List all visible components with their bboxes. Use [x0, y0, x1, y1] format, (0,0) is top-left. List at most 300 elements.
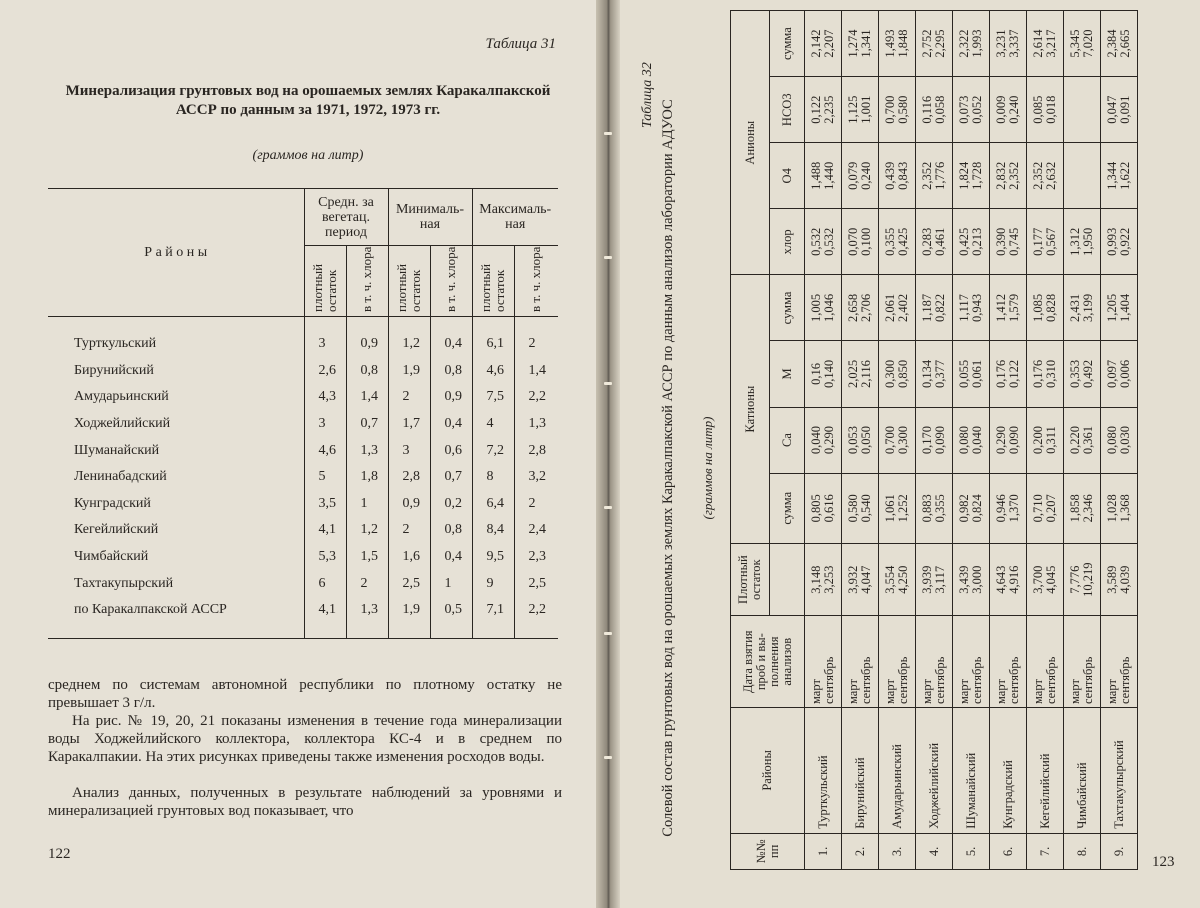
value-1: 1,205 [1105, 293, 1119, 322]
value-cell-hco3 [1064, 77, 1101, 143]
value-2: 4,250 [896, 565, 910, 594]
value-2: 0,006 [1118, 359, 1132, 389]
table-row [48, 358, 558, 385]
value-cell-asum [953, 11, 990, 77]
value-2: 0,040 [970, 425, 984, 455]
value-1: 1,488 [809, 161, 823, 190]
table-row [1101, 11, 1138, 870]
region-name: Бирунийский [842, 708, 879, 834]
value-cell: 1,3 [514, 411, 558, 438]
region-name: по Каракалпакской АССР [48, 597, 304, 638]
value-cell-ca [879, 407, 916, 473]
value-1: 0,177 [1031, 227, 1045, 256]
value-1: 2,658 [846, 293, 860, 322]
region-name: Ходжейлийский [916, 708, 953, 834]
sub-header-residue: плотный остаток [394, 263, 423, 312]
value-cell: 1 [430, 570, 472, 597]
value-cell: 1,4 [346, 384, 388, 411]
row-number: 8. [1064, 833, 1101, 869]
sub-header-residue: плотный остаток [310, 263, 339, 312]
region-name: Чимбайский [74, 549, 149, 565]
value-cell: 1,3 [346, 597, 388, 638]
value-cell-ca [842, 407, 879, 473]
value-1: 2,352 [920, 161, 934, 190]
value-1: 0,700 [883, 425, 897, 455]
table-31-units: (граммов на литр) [252, 148, 364, 163]
value-cell: 1,4 [514, 358, 558, 385]
value-2: 0,140 [822, 359, 836, 389]
value-1: 1,125 [846, 95, 860, 124]
region-name: Ленинабадский [74, 469, 167, 485]
value-2: 10,219 [1081, 562, 1095, 597]
region-name: Амударьинский [74, 389, 169, 405]
value-cell-cl [879, 209, 916, 275]
value-cell-residue [990, 543, 1027, 615]
value-cell-residue [842, 543, 879, 615]
value-2: 0,850 [896, 359, 910, 389]
region-name: Кегейлийский [1027, 708, 1064, 834]
t32-header-o4: O4 [770, 143, 805, 209]
value-cell-m [879, 341, 916, 407]
value-cell: 2 [388, 517, 430, 544]
value-1: 0,040 [809, 425, 823, 455]
page-number-left: 122 [48, 846, 71, 862]
binding-stitch [604, 382, 612, 385]
t32-header-cat-sum: сумма [770, 473, 805, 543]
value-cell-asum [990, 11, 1027, 77]
table-row [990, 11, 1027, 870]
value-2: 0,213 [970, 227, 984, 256]
value-cell: 0,4 [430, 317, 472, 358]
row-number: 3. [879, 833, 916, 869]
value-cell: 4,3 [304, 384, 346, 411]
table-row [842, 11, 879, 870]
value-1: 0,982 [957, 494, 971, 523]
value-cell-csum [916, 275, 953, 341]
value-cell: 7,5 [472, 384, 514, 411]
row-number: 4. [916, 833, 953, 869]
table-row [48, 517, 558, 544]
value-cell-asum [805, 11, 842, 77]
value-cell-cl [1101, 209, 1138, 275]
value-1: 0,700 [883, 95, 897, 124]
value-1: 2,352 [1031, 161, 1045, 190]
value-cell-asum [1064, 11, 1101, 77]
binding-stitch [604, 256, 612, 259]
value-cell: 0,2 [430, 491, 472, 518]
date-2: сентябрь [859, 656, 873, 705]
value-cell-residue [953, 543, 990, 615]
value-2: 1,993 [970, 29, 984, 58]
value-2: 3,117 [933, 565, 947, 594]
table-row [1064, 11, 1101, 870]
table-32-label: Таблица 32 [640, 62, 655, 128]
value-1: 0,122 [809, 95, 823, 124]
value-cell: 2,5 [388, 570, 430, 597]
value-cell: 1,9 [388, 358, 430, 385]
sample-dates [842, 616, 879, 708]
value-2: 0,540 [859, 494, 873, 523]
value-cell: 8,4 [472, 517, 514, 544]
date-2: сентябрь [1081, 656, 1095, 705]
value-1: 0,439 [883, 161, 897, 190]
value-cell: 5 [304, 464, 346, 491]
value-cell-ca [1101, 407, 1138, 473]
paragraph-1: среднем по системам автономной республики по плотному остатку не превышает 3 г/л. [48, 677, 562, 711]
value-cell-ca [916, 407, 953, 473]
t32-header-ca: Ca [770, 407, 805, 473]
sample-dates [990, 616, 1027, 708]
row-number: 7. [1027, 833, 1064, 869]
value-2: 0,828 [1044, 293, 1058, 322]
value-cell-c1 [805, 473, 842, 543]
value-2: 4,045 [1044, 565, 1058, 594]
value-cell-hco3 [990, 77, 1027, 143]
table-31 [48, 188, 558, 639]
value-1: 3,939 [920, 565, 934, 594]
sample-dates [916, 616, 953, 708]
value-1: 3,148 [809, 565, 823, 594]
value-cell: 3,5 [304, 491, 346, 518]
date-1: март [1068, 679, 1082, 705]
value-cell: 4,6 [304, 437, 346, 464]
value-cell: 2,5 [514, 570, 558, 597]
value-2: 1,579 [1007, 293, 1021, 322]
value-2: 0,824 [970, 494, 984, 523]
value-cell-hco3 [1101, 77, 1138, 143]
value-2: 0,425 [896, 227, 910, 256]
value-cell: 2 [514, 317, 558, 358]
value-1: 0,134 [920, 359, 934, 389]
value-cell: 0,8 [430, 358, 472, 385]
value-1: 0,580 [846, 494, 860, 523]
value-1: 0,290 [994, 425, 1008, 455]
value-1: 2,752 [920, 29, 934, 58]
value-2: 0,355 [933, 494, 947, 523]
value-1: 0,353 [1068, 359, 1082, 389]
value-1: 2,431 [1068, 293, 1082, 322]
value-2: 1,001 [859, 95, 873, 124]
value-1: 0,055 [957, 359, 971, 389]
value-cell-cl [953, 209, 990, 275]
value-2: 3,217 [1044, 29, 1058, 58]
value-cell: 3 [304, 411, 346, 438]
value-2: 1,404 [1118, 293, 1132, 322]
value-1: 5,345 [1068, 29, 1082, 58]
table-row [916, 11, 953, 870]
value-cell-csum [1027, 275, 1064, 341]
value-cell-asum [1101, 11, 1138, 77]
region-name: Бирунийский [74, 362, 154, 378]
value-cell-csum [953, 275, 990, 341]
value-1: 0,355 [883, 227, 897, 256]
sample-dates [1064, 616, 1101, 708]
value-cell-c1 [842, 473, 879, 543]
value-cell-cl [1027, 209, 1064, 275]
value-cell-cl [842, 209, 879, 275]
value-cell-hco3 [953, 77, 990, 143]
value-2: 3,253 [822, 565, 836, 594]
date-1: март [846, 679, 860, 705]
value-1: 0,070 [846, 227, 860, 256]
region-name: Кунградский [990, 708, 1027, 834]
value-1: 3,231 [994, 29, 1008, 58]
value-2: 2,346 [1081, 494, 1095, 523]
value-2: 0,240 [1007, 95, 1021, 124]
col-header-min: Минималь-ная [388, 189, 472, 246]
value-cell-o4 [879, 143, 916, 209]
value-cell-ca [1027, 407, 1064, 473]
table-row [48, 437, 558, 464]
value-1: 1,344 [1105, 161, 1119, 190]
value-2: 0,090 [1007, 425, 1021, 455]
value-cell-m [916, 341, 953, 407]
date-2: сентябрь [1007, 656, 1021, 705]
value-cell: 2,6 [304, 358, 346, 385]
value-cell-csum [1064, 275, 1101, 341]
value-2: 0,943 [970, 293, 984, 322]
value-2: 0,207 [1044, 494, 1058, 523]
value-cell-hco3 [805, 77, 842, 143]
value-1: 0,16 [809, 363, 823, 385]
value-1: 0,047 [1105, 95, 1119, 124]
value-cell-asum [1027, 11, 1064, 77]
value-1: 0,079 [846, 161, 860, 190]
value-cell: 2 [346, 570, 388, 597]
value-cell-o4 [1064, 143, 1101, 209]
value-2: 0,091 [1118, 95, 1132, 124]
value-2: 0,492 [1081, 359, 1095, 389]
value-2: 1,440 [822, 161, 836, 190]
value-2: 0,300 [896, 425, 910, 455]
value-2: 1,950 [1081, 227, 1095, 256]
value-1: 4,643 [994, 565, 1008, 594]
date-1: март [809, 679, 823, 705]
value-1: 0,390 [994, 227, 1008, 256]
value-cell: 1,3 [346, 437, 388, 464]
value-cell: 7,2 [472, 437, 514, 464]
t32-header-cations: Катионы [731, 275, 770, 544]
page-number-right: 123 [1152, 854, 1175, 870]
value-2: 0,745 [1007, 227, 1021, 256]
sample-dates [805, 616, 842, 708]
region-name: Чимбайский [1064, 708, 1101, 834]
region-name: Тахтакупырский [1101, 708, 1138, 834]
value-1: 1,312 [1068, 227, 1082, 256]
value-cell-residue [1064, 543, 1101, 615]
t32-header-m: M [770, 341, 805, 407]
value-cell: 0,9 [346, 317, 388, 358]
value-cell: 6 [304, 570, 346, 597]
value-cell-residue [879, 543, 916, 615]
table-row [48, 491, 558, 518]
row-number: 2. [842, 833, 879, 869]
value-cell: 2,4 [514, 517, 558, 544]
value-1: 1,412 [994, 293, 1008, 322]
value-1: 0,993 [1105, 227, 1119, 256]
value-2: 4,039 [1118, 565, 1132, 594]
value-1: 1,028 [1105, 494, 1119, 523]
row-number: 9. [1101, 833, 1138, 869]
value-2: 1,252 [896, 494, 910, 523]
value-cell: 0,9 [388, 491, 430, 518]
date-1: март [920, 679, 934, 705]
binding-stitch [604, 506, 612, 509]
value-cell-residue [1027, 543, 1064, 615]
value-2: 0,290 [822, 425, 836, 455]
table-31-label: Таблица 31 [485, 36, 556, 52]
value-1: 3,589 [1105, 565, 1119, 594]
t32-header-cat-sum2: сумма [770, 275, 805, 341]
value-cell-csum [1101, 275, 1138, 341]
value-cell: 0,4 [430, 544, 472, 571]
value-1: 1,187 [920, 293, 934, 322]
value-1: 0,116 [920, 95, 934, 124]
table-row [48, 384, 558, 411]
date-1: март [883, 679, 897, 705]
value-1: 0,283 [920, 227, 934, 256]
value-cell: 2,8 [388, 464, 430, 491]
value-1: 0,425 [957, 227, 971, 256]
value-1: 3,700 [1031, 565, 1045, 594]
value-cell-hco3 [842, 77, 879, 143]
region-name: Ходжейлийский [74, 416, 171, 432]
value-cell: 0,8 [430, 517, 472, 544]
t32-header-residue: Плотный остаток [731, 543, 770, 615]
value-cell: 4,1 [304, 597, 346, 638]
value-1: 0,097 [1105, 359, 1119, 389]
value-cell: 5,3 [304, 544, 346, 571]
value-2: 2,295 [933, 29, 947, 58]
value-1: 0,176 [994, 359, 1008, 389]
table-row [953, 11, 990, 870]
value-2: 2,207 [822, 29, 836, 58]
value-2: 0,532 [822, 227, 836, 256]
value-cell: 7,1 [472, 597, 514, 638]
sub-header-chlorine: в т. ч. хлора [528, 246, 544, 312]
value-cell: 3,2 [514, 464, 558, 491]
value-1: 1,061 [883, 494, 897, 523]
sub-header-residue: плотный остаток [478, 263, 507, 312]
paragraph-2: На рис. № 19, 20, 21 показаны изменения в течение года минерализации воды Ходжейлийского коллектора, коллектора КС-4 и в среднем по Каракалпакии. На этих рисунках приведены также изменения росходов воды. [48, 713, 562, 765]
value-cell: 6,4 [472, 491, 514, 518]
value-1: 2,025 [846, 359, 860, 389]
value-cell-csum [990, 275, 1027, 341]
value-1: 0,532 [809, 227, 823, 256]
value-1: 0,883 [920, 494, 934, 523]
date-2: сентябрь [1044, 656, 1058, 705]
value-cell: 0,7 [346, 411, 388, 438]
table-row [48, 317, 558, 358]
value-1: 3,554 [883, 565, 897, 594]
value-cell-o4 [805, 143, 842, 209]
value-cell-residue [805, 543, 842, 615]
value-1: 0,946 [994, 494, 1008, 523]
row-number: 1. [805, 833, 842, 869]
value-cell-o4 [842, 143, 879, 209]
value-cell-hco3 [879, 77, 916, 143]
value-cell-m [1101, 341, 1138, 407]
row-number: 5. [953, 833, 990, 869]
value-cell-c1 [990, 473, 1027, 543]
col-header-region: Р а й о н ы [48, 189, 304, 317]
value-cell-c1 [1027, 473, 1064, 543]
value-cell-m [805, 341, 842, 407]
date-1: март [994, 679, 1008, 705]
region-name: Шуманайский [953, 708, 990, 834]
value-1: 0,710 [1031, 494, 1045, 523]
value-cell-o4 [953, 143, 990, 209]
value-1: 1,274 [846, 29, 860, 58]
col-header-max: Максималь-ная [472, 189, 558, 246]
value-2: 2,632 [1044, 161, 1058, 190]
value-1: 2,322 [957, 29, 971, 58]
value-2: 1,046 [822, 293, 836, 322]
value-2: 0,018 [1044, 95, 1058, 124]
value-cell: 1,8 [346, 464, 388, 491]
value-cell-csum [842, 275, 879, 341]
value-2: 1,728 [970, 161, 984, 190]
value-cell-c1 [879, 473, 916, 543]
region-name: Амударьинский [879, 708, 916, 834]
value-cell: 3 [304, 317, 346, 358]
value-2: 0,061 [970, 359, 984, 389]
table-row [48, 464, 558, 491]
value-cell: 2 [514, 491, 558, 518]
value-cell-csum [879, 275, 916, 341]
value-2: 2,352 [1007, 161, 1021, 190]
value-1: 2,614 [1031, 29, 1045, 58]
t32-header-anions: Анионы [731, 11, 770, 275]
value-1: 1,858 [1068, 494, 1082, 523]
region-name: Кунградский [74, 495, 151, 511]
region-name: Турткульский [805, 708, 842, 834]
value-cell-m [990, 341, 1027, 407]
value-2: 2,402 [896, 293, 910, 322]
table-row [48, 597, 558, 638]
row-number: 6. [990, 833, 1027, 869]
value-2: 0,567 [1044, 227, 1058, 256]
value-1: 2,061 [883, 293, 897, 322]
t32-header-an-sum: сумма [770, 11, 805, 77]
value-2: 0,090 [933, 425, 947, 455]
date-1: март [1105, 679, 1119, 705]
value-2: 0,922 [1118, 227, 1132, 256]
value-cell-cl [1064, 209, 1101, 275]
value-cell: 6,1 [472, 317, 514, 358]
value-cell-m [1027, 341, 1064, 407]
value-1: 1,117 [957, 294, 971, 322]
value-2: 0,377 [933, 359, 947, 389]
t32-header-num: №№ пп [731, 833, 805, 869]
date-2: сентябрь [822, 656, 836, 705]
value-cell: 8 [472, 464, 514, 491]
value-cell-asum [842, 11, 879, 77]
value-cell: 0,6 [430, 437, 472, 464]
value-2: 0,122 [1007, 359, 1021, 389]
value-1: 2,384 [1105, 29, 1119, 58]
binding-stitch [604, 756, 612, 759]
value-cell-m [842, 341, 879, 407]
value-cell-hco3 [1027, 77, 1064, 143]
table-31-title: Минерализация грунтовых вод на орошаемых землях Каракалпакской АССР по данным за 1971, 1972, 1973 гг. [65, 83, 551, 118]
value-cell: 0,5 [430, 597, 472, 638]
value-2: 0,310 [1044, 359, 1058, 389]
value-1: 0,170 [920, 425, 934, 455]
t32-header-region: Районы [731, 708, 805, 834]
value-1: 2,142 [809, 29, 823, 58]
value-cell: 2 [388, 384, 430, 411]
